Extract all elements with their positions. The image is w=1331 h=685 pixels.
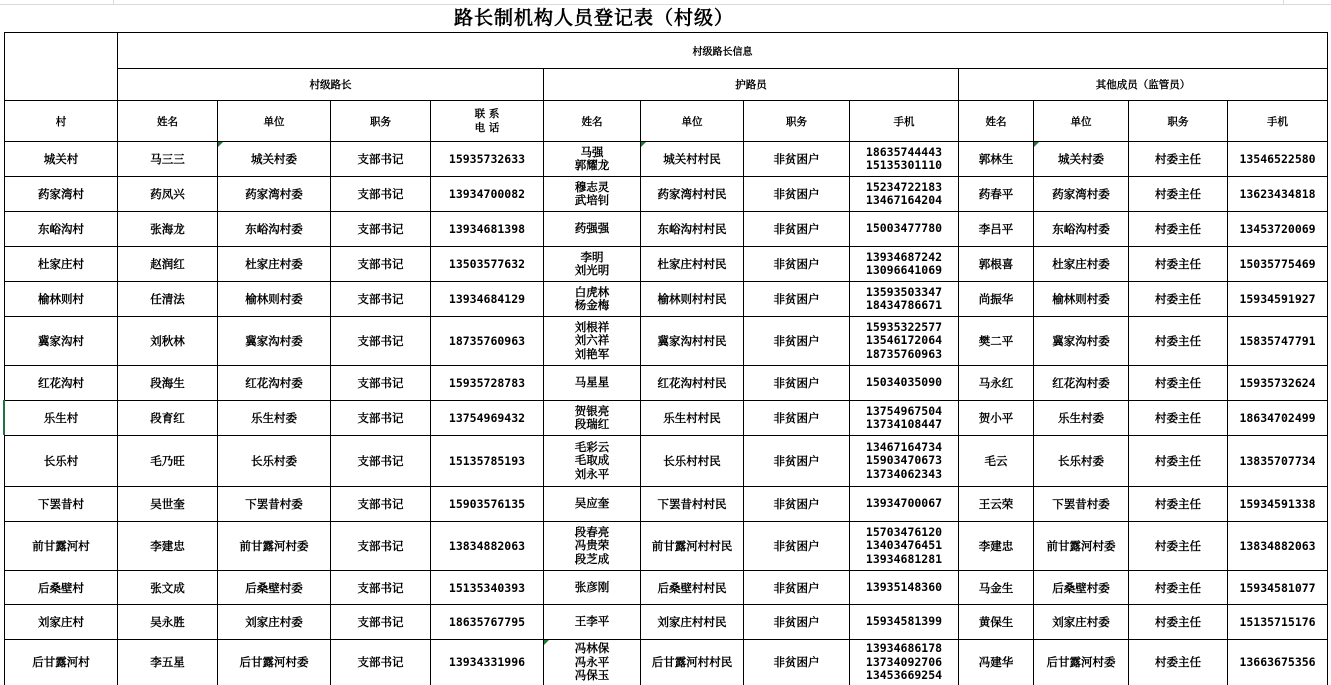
other-unit-cell[interactable]: 东峪沟村委 — [1034, 212, 1129, 247]
chief-phone-cell[interactable]: 15903576135 — [431, 487, 544, 522]
guard-name-line: 毛取成 — [574, 453, 610, 468]
other-name-cell[interactable]: 药春平 — [959, 177, 1034, 212]
other-position-cell[interactable]: 村委主任 — [1129, 640, 1228, 685]
other-phone-cell[interactable]: 15835747791 — [1228, 317, 1328, 366]
other-phone-cell[interactable]: 15135715176 — [1228, 605, 1328, 640]
chief-position-cell[interactable]: 支部书记 — [331, 142, 431, 177]
chief-phone-cell[interactable]: 13834882063 — [431, 522, 544, 571]
guard-unit-cell[interactable]: 后甘露河村村民 — [641, 640, 744, 685]
other-phone-cell[interactable]: 18634702499 — [1228, 401, 1328, 436]
header-village[interactable]: 村 — [5, 101, 118, 142]
chief-position-cell[interactable]: 支部书记 — [331, 247, 431, 282]
village-cell[interactable]: 城关村 — [5, 142, 118, 177]
guard-phone-line: 15934581399 — [865, 614, 943, 629]
guard-phones-cell[interactable] — [850, 522, 959, 571]
guard-phone-line: 18735760963 — [865, 346, 943, 361]
guard-name-line: 马星星 — [574, 375, 610, 390]
guard-phone-line: 13467164204 — [865, 193, 943, 207]
guard-unit-cell[interactable]: 后桑壁村村民 — [641, 571, 744, 605]
header-village-road-chief[interactable]: 村级路长 — [118, 69, 544, 101]
error-indicator-icon[interactable] — [641, 142, 646, 147]
registration-table — [4, 32, 1328, 685]
other-unit-cell[interactable]: 下罢昔村委 — [1034, 487, 1129, 522]
other-unit-cell[interactable]: 长乐村委 — [1034, 436, 1129, 487]
guard-name-line: 王李平 — [574, 614, 610, 629]
guard-unit-cell[interactable]: 刘家庄村村民 — [641, 605, 744, 640]
guard-name-line: 郭耀龙 — [574, 158, 610, 172]
other-unit-cell[interactable]: 红花沟村委 — [1034, 366, 1129, 401]
village-cell[interactable]: 长乐村 — [5, 436, 118, 487]
header-chief-phone[interactable]: 联 系 电 话 — [431, 101, 544, 142]
table-body — [5, 142, 1328, 685]
chief-unit-cell[interactable]: 榆林则村委 — [218, 282, 331, 317]
guard-phones-cell[interactable] — [850, 605, 959, 640]
table-row — [5, 282, 1328, 317]
chief-unit-cell[interactable]: 后甘露河村委 — [218, 640, 331, 685]
header-guard-name[interactable]: 姓名 — [544, 101, 641, 142]
table-row — [5, 436, 1328, 487]
other-position-cell[interactable]: 村委主任 — [1129, 605, 1228, 640]
guard-phone-line: 13934686178 — [865, 641, 943, 655]
guard-name-line: 杨金梅 — [574, 298, 610, 312]
sheet-title[interactable]: 路长制机构人员登记表（村级） — [453, 7, 734, 29]
guard-name-line: 刘艳军 — [574, 346, 610, 361]
header-guard-phone[interactable]: 手机 — [850, 101, 959, 142]
chief-phone-cell[interactable]: 13934684129 — [431, 282, 544, 317]
other-unit-cell[interactable]: 榆林则村委 — [1034, 282, 1129, 317]
guard-name-line: 马强 — [580, 144, 604, 159]
chief-name-cell[interactable]: 李五星 — [118, 640, 218, 685]
chief-phone-cell[interactable]: 15935728783 — [431, 366, 544, 401]
chief-phone-cell[interactable]: 13934331996 — [431, 640, 544, 685]
chief-name-cell[interactable]: 段海生 — [118, 366, 218, 401]
guard-names-cell[interactable] — [544, 401, 641, 436]
guard-unit-cell[interactable]: 东峪沟村村民 — [641, 212, 744, 247]
chief-position-cell[interactable]: 支部书记 — [331, 522, 431, 571]
chief-position-cell[interactable]: 支部书记 — [331, 401, 431, 436]
guard-name-line: 李明 — [580, 249, 604, 264]
other-unit-cell[interactable]: 城关村委 — [1034, 142, 1129, 177]
other-phone-cell[interactable]: 13834882063 — [1228, 522, 1328, 571]
chief-name-cell[interactable]: 任清法 — [118, 282, 218, 317]
chief-phone-cell[interactable]: 18635767795 — [431, 605, 544, 640]
guard-position-cell[interactable]: 非贫困户 — [744, 142, 850, 177]
guard-position-cell[interactable]: 非贫困户 — [744, 177, 850, 212]
guard-names-cell[interactable] — [544, 487, 641, 522]
village-cell[interactable]: 冀家沟村 — [5, 317, 118, 366]
selection-indicator — [3, 400, 5, 435]
guard-names-cell[interactable] — [544, 282, 641, 317]
guard-phones-cell[interactable] — [850, 487, 959, 522]
guard-unit-cell[interactable]: 杜家庄村村民 — [641, 247, 744, 282]
table-row — [5, 247, 1328, 282]
chief-phone-cell[interactable]: 15135785193 — [431, 436, 544, 487]
guard-position-cell[interactable]: 非贫困户 — [744, 366, 850, 401]
guard-phone-line: 13734092706 — [865, 654, 943, 669]
guard-position-cell[interactable]: 非贫困户 — [744, 247, 850, 282]
guard-name-line: 刘六祥 — [574, 333, 610, 348]
guard-position-cell[interactable]: 非贫困户 — [744, 487, 850, 522]
header-row-group — [5, 33, 1328, 69]
guard-phone-line: 13934681281 — [865, 551, 943, 566]
chief-name-cell[interactable]: 吴永胜 — [118, 605, 218, 640]
other-name-cell[interactable]: 黄保生 — [959, 605, 1034, 640]
header-other-unit[interactable]: 单位 — [1034, 101, 1129, 142]
village-cell[interactable]: 下罢昔村 — [5, 487, 118, 522]
guard-name-line: 吴应奎 — [574, 496, 610, 511]
guard-names-cell[interactable] — [544, 522, 641, 571]
guard-phone-line: 13734108447 — [865, 417, 943, 431]
guard-phone-line: 15003477780 — [865, 221, 943, 236]
guard-phone-line: 15135301110 — [865, 158, 943, 172]
guard-phone-line: 13934687242 — [865, 249, 943, 264]
chief-phone-cell[interactable]: 13934681398 — [431, 212, 544, 247]
header-guard-position[interactable]: 职务 — [744, 101, 850, 142]
guard-names-cell[interactable] — [544, 605, 641, 640]
guard-name-line: 冯贵荣 — [574, 538, 610, 553]
other-position-cell[interactable]: 村委主任 — [1129, 282, 1228, 317]
chief-position-cell[interactable]: 支部书记 — [331, 571, 431, 605]
other-phone-cell[interactable]: 15035775469 — [1228, 247, 1328, 282]
guard-names-cell[interactable] — [544, 247, 641, 282]
other-position-cell[interactable]: 村委主任 — [1129, 401, 1228, 436]
guard-phone-line: 13403476451 — [865, 538, 943, 553]
chief-position-cell[interactable]: 支部书记 — [331, 436, 431, 487]
header-chief-unit[interactable]: 单位 — [218, 101, 331, 142]
other-name-cell[interactable]: 樊二平 — [959, 317, 1034, 366]
table-row — [5, 487, 1328, 522]
guard-position-cell[interactable]: 非贫困户 — [744, 282, 850, 317]
chief-phone-cell[interactable]: 15135340393 — [431, 571, 544, 605]
guard-phone-line: 13467164734 — [865, 439, 943, 454]
guard-position-cell[interactable]: 非贫困户 — [744, 317, 850, 366]
guard-name-line: 贺银亮 — [574, 403, 610, 418]
guard-phones-cell[interactable] — [850, 212, 959, 247]
other-unit-cell[interactable]: 杜家庄村委 — [1034, 247, 1129, 282]
other-unit-cell[interactable]: 药家湾村委 — [1034, 177, 1129, 212]
other-phone-cell[interactable]: 15934581077 — [1228, 571, 1328, 605]
other-phone-cell[interactable]: 13835707734 — [1228, 436, 1328, 487]
other-unit-cell[interactable]: 乐生村委 — [1034, 401, 1129, 436]
other-name-cell[interactable]: 毛云 — [959, 436, 1034, 487]
guard-unit-cell[interactable]: 药家湾村村民 — [641, 177, 744, 212]
guard-position-cell[interactable]: 非贫困户 — [744, 522, 850, 571]
guard-unit-cell[interactable]: 下罢昔村村民 — [641, 487, 744, 522]
guard-name-line: 段瑞红 — [574, 417, 610, 431]
guard-name-line: 段春亮 — [574, 524, 610, 539]
guard-name-line: 张彦刚 — [574, 579, 610, 594]
chief-name-cell[interactable]: 张海龙 — [118, 212, 218, 247]
chief-unit-cell[interactable]: 药家湾村委 — [218, 177, 331, 212]
error-indicator-icon[interactable] — [1034, 142, 1039, 147]
chief-unit-cell[interactable]: 城关村委 — [218, 142, 331, 177]
chief-position-cell[interactable]: 支部书记 — [331, 366, 431, 401]
village-cell[interactable]: 后甘露河村 — [5, 640, 118, 685]
guard-name-line: 冯保玉 — [574, 668, 610, 682]
other-name-cell[interactable]: 李建忠 — [959, 522, 1034, 571]
chief-name-cell[interactable]: 段育红 — [118, 401, 218, 436]
chief-name-cell[interactable]: 药凤兴 — [118, 177, 218, 212]
chief-name-cell[interactable]: 李建忠 — [118, 522, 218, 571]
guard-names-cell[interactable] — [544, 640, 641, 685]
guard-position-cell[interactable]: 非贫困户 — [744, 571, 850, 605]
other-name-cell[interactable]: 王云荣 — [959, 487, 1034, 522]
guard-position-cell[interactable]: 非贫困户 — [744, 436, 850, 487]
guard-names-cell[interactable] — [544, 571, 641, 605]
guard-name-line: 冯永平 — [574, 654, 610, 669]
chief-unit-cell[interactable]: 前甘露河村委 — [218, 522, 331, 571]
chief-name-cell[interactable]: 马三三 — [118, 142, 218, 177]
other-position-cell[interactable]: 村委主任 — [1129, 366, 1228, 401]
guard-phone-line: 13935148360 — [865, 579, 943, 594]
header-other-members[interactable]: 其他成员（监管员） — [959, 69, 1328, 101]
guard-phone-line: 15234722183 — [865, 179, 943, 194]
guard-name-line: 冯林保 — [574, 641, 610, 655]
guard-unit-cell[interactable]: 乐生村村民 — [641, 401, 744, 436]
guard-phone-line: 18434786671 — [865, 298, 943, 312]
guard-phones-cell[interactable] — [850, 177, 959, 212]
other-unit-cell[interactable]: 后甘露河村委 — [1034, 640, 1129, 685]
header-other-position[interactable]: 职务 — [1129, 101, 1228, 142]
guard-names-cell[interactable] — [544, 212, 641, 247]
village-cell[interactable]: 前甘露河村 — [5, 522, 118, 571]
village-cell[interactable]: 乐生村 — [5, 401, 118, 436]
table-row — [5, 605, 1328, 640]
village-cell[interactable]: 杜家庄村 — [5, 247, 118, 282]
other-name-cell[interactable]: 郭根喜 — [959, 247, 1034, 282]
header-guard-unit[interactable]: 单位 — [641, 101, 744, 142]
guard-phone-line: 13754967504 — [865, 403, 943, 418]
table-row — [5, 366, 1328, 401]
guard-phones-cell[interactable] — [850, 142, 959, 177]
guard-phone-line: 13593503347 — [865, 284, 943, 299]
guard-position-cell[interactable]: 非贫困户 — [744, 212, 850, 247]
other-unit-cell[interactable]: 后桑壁村委 — [1034, 571, 1129, 605]
other-phone-cell[interactable]: 15934591338 — [1228, 487, 1328, 522]
other-position-cell[interactable]: 村委主任 — [1129, 142, 1228, 177]
chief-position-cell[interactable]: 支部书记 — [331, 282, 431, 317]
chief-position-cell[interactable]: 支部书记 — [331, 212, 431, 247]
chief-unit-cell[interactable]: 下罢昔村委 — [218, 487, 331, 522]
guard-name-line: 段芝成 — [574, 551, 610, 566]
header-other-phone[interactable]: 手机 — [1228, 101, 1328, 142]
header-road-chief-info[interactable]: 村级路长信息 — [118, 33, 1328, 69]
guard-unit-cell[interactable]: 榆林则村村民 — [641, 282, 744, 317]
other-position-cell[interactable]: 村委主任 — [1129, 212, 1228, 247]
chief-phone-cell[interactable]: 15935732633 — [431, 142, 544, 177]
guard-position-cell[interactable]: 非贫困户 — [744, 640, 850, 685]
chief-position-cell[interactable]: 支部书记 — [331, 317, 431, 366]
guard-phones-cell[interactable] — [850, 640, 959, 685]
other-position-cell[interactable]: 村委主任 — [1129, 177, 1228, 212]
chief-phone-cell[interactable]: 13934700082 — [431, 177, 544, 212]
chief-phone-cell[interactable]: 18735760963 — [431, 317, 544, 366]
chief-name-cell[interactable]: 赵润红 — [118, 247, 218, 282]
other-phone-cell[interactable]: 15935732624 — [1228, 366, 1328, 401]
chief-phone-cell[interactable]: 13754969432 — [431, 401, 544, 436]
guard-names-cell[interactable] — [544, 142, 641, 177]
header-chief-name[interactable]: 姓名 — [118, 101, 218, 142]
guard-phone-line: 15935322577 — [865, 319, 943, 334]
chief-position-cell[interactable]: 支部书记 — [331, 177, 431, 212]
chief-name-cell[interactable]: 张文成 — [118, 571, 218, 605]
other-position-cell[interactable]: 村委主任 — [1129, 436, 1228, 487]
table-row — [5, 522, 1328, 571]
chief-position-cell[interactable]: 支部书记 — [331, 487, 431, 522]
chief-unit-cell[interactable]: 刘家庄村委 — [218, 605, 331, 640]
guard-phone-line: 13734062343 — [865, 466, 943, 481]
other-position-cell[interactable]: 村委主任 — [1129, 317, 1228, 366]
guard-phones-cell[interactable] — [850, 282, 959, 317]
guard-unit-cell[interactable]: 城关村村民 — [641, 142, 744, 177]
table-row — [5, 401, 1328, 436]
other-name-cell[interactable]: 马金生 — [959, 571, 1034, 605]
chief-unit-cell[interactable]: 冀家沟村委 — [218, 317, 331, 366]
guard-phone-line: 13546172064 — [865, 333, 943, 348]
other-position-cell[interactable]: 村委主任 — [1129, 247, 1228, 282]
guard-position-cell[interactable]: 非贫困户 — [744, 605, 850, 640]
other-position-cell[interactable]: 村委主任 — [1129, 487, 1228, 522]
other-position-cell[interactable]: 村委主任 — [1129, 522, 1228, 571]
other-phone-cell[interactable]: 15934591927 — [1228, 282, 1328, 317]
other-name-cell[interactable]: 郭林生 — [959, 142, 1034, 177]
other-position-cell[interactable]: 村委主任 — [1129, 571, 1228, 605]
chief-position-cell[interactable]: 支部书记 — [331, 640, 431, 685]
other-phone-cell[interactable]: 13546522580 — [1228, 142, 1328, 177]
guard-names-cell[interactable] — [544, 177, 641, 212]
guard-phones-cell[interactable] — [850, 571, 959, 605]
guard-phone-line: 13453669254 — [865, 668, 943, 682]
guard-unit-cell[interactable]: 冀家沟村村民 — [641, 317, 744, 366]
guard-unit-cell[interactable]: 前甘露河村村民 — [641, 522, 744, 571]
guard-phones-cell[interactable] — [850, 366, 959, 401]
village-cell[interactable]: 榆林则村 — [5, 282, 118, 317]
guard-name-line: 武培钊 — [574, 193, 610, 207]
guard-phone-line: 15034035090 — [865, 375, 943, 390]
other-phone-cell[interactable]: 13623434818 — [1228, 177, 1328, 212]
chief-position-cell[interactable]: 支部书记 — [331, 605, 431, 640]
header-chief-position[interactable]: 职务 — [331, 101, 431, 142]
guard-name-line: 穆志灵 — [574, 179, 610, 194]
guard-phones-cell[interactable] — [850, 317, 959, 366]
guard-phones-cell[interactable] — [850, 401, 959, 436]
guard-name-line: 毛彩云 — [574, 439, 610, 454]
guard-names-cell[interactable] — [544, 436, 641, 487]
guard-phones-cell[interactable] — [850, 436, 959, 487]
village-cell[interactable]: 东峪沟村 — [5, 212, 118, 247]
other-name-cell[interactable]: 李吕平 — [959, 212, 1034, 247]
guard-name-line: 刘根祥 — [574, 319, 610, 334]
other-phone-cell[interactable]: 13453720069 — [1228, 212, 1328, 247]
other-name-cell[interactable]: 马永红 — [959, 366, 1034, 401]
chief-name-cell[interactable]: 吴世奎 — [118, 487, 218, 522]
guard-name-line: 刘光明 — [574, 263, 610, 277]
guard-phone-line: 15903470673 — [865, 453, 943, 468]
other-unit-cell[interactable]: 刘家庄村委 — [1034, 605, 1129, 640]
table-row — [5, 142, 1328, 177]
chief-unit-cell[interactable]: 后桑壁村委 — [218, 571, 331, 605]
table-row — [5, 640, 1328, 685]
header-other-name[interactable]: 姓名 — [959, 101, 1034, 142]
table-row — [5, 177, 1328, 212]
other-phone-cell[interactable]: 13663675356 — [1228, 640, 1328, 685]
chief-unit-cell[interactable]: 长乐村委 — [218, 436, 331, 487]
chief-unit-cell[interactable]: 乐生村委 — [218, 401, 331, 436]
guard-phone-line: 13934700067 — [865, 496, 943, 511]
guard-name-line: 白虎林 — [574, 284, 610, 299]
chief-name-cell[interactable]: 刘秋林 — [118, 317, 218, 366]
other-unit-cell[interactable]: 冀家沟村委 — [1034, 317, 1129, 366]
chief-name-cell[interactable]: 毛乃旺 — [118, 436, 218, 487]
table-row — [5, 317, 1328, 366]
guard-name-line: 药强强 — [574, 221, 610, 236]
chief-unit-cell[interactable]: 杜家庄村委 — [218, 247, 331, 282]
header-row-subgroup — [5, 69, 1328, 101]
guard-name-line: 刘永平 — [574, 466, 610, 481]
error-indicator-icon[interactable] — [218, 142, 223, 147]
table-row — [5, 571, 1328, 605]
header-corner-cell[interactable] — [5, 33, 118, 101]
guard-phone-line: 18635744443 — [865, 144, 943, 159]
guard-unit-cell[interactable]: 长乐村村民 — [641, 436, 744, 487]
guard-names-cell[interactable] — [544, 317, 641, 366]
guard-phones-cell[interactable] — [850, 247, 959, 282]
chief-unit-cell[interactable]: 红花沟村委 — [218, 366, 331, 401]
guard-position-cell[interactable]: 非贫困户 — [744, 401, 850, 436]
header-road-guard[interactable]: 护路员 — [544, 69, 959, 101]
other-name-cell[interactable]: 贺小平 — [959, 401, 1034, 436]
guard-phone-line: 15703476120 — [865, 524, 943, 539]
village-cell[interactable]: 药家湾村 — [5, 177, 118, 212]
other-name-cell[interactable]: 冯建华 — [959, 640, 1034, 685]
guard-names-cell[interactable] — [544, 366, 641, 401]
other-unit-cell[interactable]: 前甘露河村委 — [1034, 522, 1129, 571]
header-row-columns — [5, 101, 1328, 142]
village-cell[interactable]: 红花沟村 — [5, 366, 118, 401]
table-row — [5, 212, 1328, 247]
guard-unit-cell[interactable]: 红花沟村村民 — [641, 366, 744, 401]
guard-phone-line: 13096641069 — [865, 263, 943, 277]
village-cell[interactable]: 刘家庄村 — [5, 605, 118, 640]
chief-unit-cell[interactable]: 东峪沟村委 — [218, 212, 331, 247]
other-name-cell[interactable]: 尚振华 — [959, 282, 1034, 317]
error-indicator-icon[interactable] — [544, 640, 549, 645]
chief-phone-cell[interactable]: 13503577632 — [431, 247, 544, 282]
village-cell[interactable]: 后桑壁村 — [5, 571, 118, 605]
